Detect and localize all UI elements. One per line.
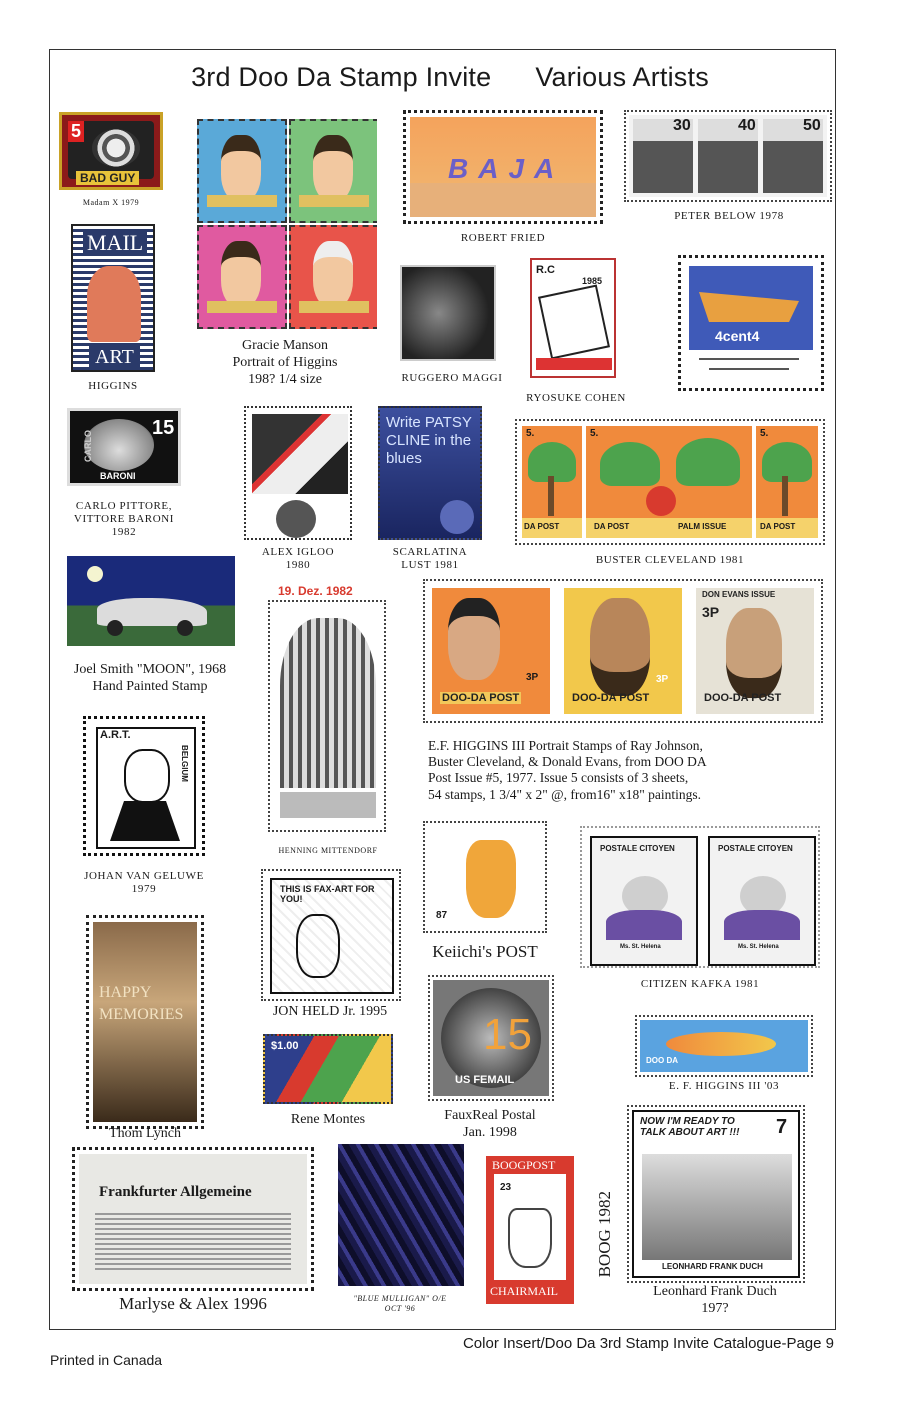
stamp-duch <box>632 1110 800 1278</box>
ready-value: 7 <box>776 1116 788 1138</box>
stamp-patsy-cline <box>378 406 482 540</box>
stamp-blue-mulligan <box>338 1144 464 1286</box>
caption-gracie-manson: Gracie Manson Portrait of Higgins 198? 1/4 size <box>232 338 338 387</box>
caption-johan: JOHAN VAN GELUWE 1979 <box>84 870 204 896</box>
stamp-gracie-manson <box>195 117 377 331</box>
portrait-ray-johnson <box>432 588 550 714</box>
kafka-label-1: POSTALE CITOYEN <box>600 844 675 853</box>
page-title-left: 3rd Doo Da Stamp Invite <box>191 62 492 92</box>
footer-printed: Printed in Canada <box>50 1352 163 1368</box>
chairmail-text: CHAIRMAIL <box>490 1284 558 1298</box>
caption-thom: Thom Lynch <box>109 1126 181 1141</box>
stamp-frankfurter <box>79 1154 307 1284</box>
kafka-stamp-1 <box>590 836 698 966</box>
thom-words: HAPPY MEMORIES <box>99 984 184 1024</box>
buster-value-1: 5. <box>526 428 535 439</box>
value-40: 40 <box>738 117 756 134</box>
portrait-1 <box>197 119 287 223</box>
stamp-label: BAD GUY <box>76 171 139 185</box>
stamp-fauxreal <box>433 980 549 1096</box>
evans-value: 3P <box>702 604 720 620</box>
stamp-thom-lynch <box>93 922 197 1122</box>
caption-ruggero: RUGGERO MAGGI <box>401 372 503 384</box>
art-geluwe: A.R.T. <box>100 729 131 741</box>
blue-mulligan-text: "BLUE MULLIGAN" O/E OCT '96 <box>353 1294 447 1313</box>
caption-henning: HENNING MITTENDORF <box>278 846 378 855</box>
kafka-sub-2: Ms. St. Helena <box>738 944 779 950</box>
caption-madam-x: Madam X 1979 <box>82 198 140 207</box>
evans-label: DOO-DA POST <box>704 692 782 704</box>
stamp-keiichi <box>428 826 542 928</box>
caption-boog: BOOG 1982 <box>594 1190 614 1278</box>
caption-carlo: CARLO PITTORE, VITTORE BARONI 1982 <box>73 500 175 539</box>
doo-da-text: DOO DA <box>646 1056 678 1065</box>
buster-value-2: 5. <box>590 428 599 439</box>
value-30: 30 <box>673 117 691 134</box>
stamp-art-belgium <box>83 716 205 856</box>
buster-value-3: 5. <box>760 428 769 439</box>
caption-peter-below: PETER BELOW 1978 <box>674 210 784 222</box>
patsy-text: Write PATSY CLINE in the blues <box>386 414 472 467</box>
stamp-citizen-kafka <box>580 826 820 968</box>
dec-date: 19. Dez. 1982 <box>278 584 353 598</box>
kafka-sub-1: Ms. St. Helena <box>620 944 661 950</box>
value-50: 50 <box>803 117 821 134</box>
stamp-higgins-portraits <box>428 584 818 718</box>
kafka-stamp-2 <box>708 836 816 966</box>
caption-citizen-kafka: CITIZEN KAFKA 1981 <box>640 978 760 990</box>
stamp-ryosuke-cohen <box>530 258 616 378</box>
four-cent-text: 4cent4 <box>715 328 760 344</box>
caption-alex-igloo: ALEX IGLOO 1980 <box>261 546 335 572</box>
belgium-right: BELGIUM <box>179 745 189 782</box>
boogpost-text: BOOGPOST <box>492 1158 556 1172</box>
stamp-boogpost <box>486 1156 574 1304</box>
buster-portrait-label: DOO-DA POST <box>572 692 650 704</box>
rene-value: $1.00 <box>271 1040 299 1052</box>
page-title-right: Various Artists <box>535 62 709 92</box>
caption-keiichi: Keiichi's POST <box>432 942 538 961</box>
fax-art-text: THIS IS FAX-ART FOR YOU! <box>280 884 375 904</box>
stamp-value: 5 <box>68 121 84 142</box>
stamp-mail-art <box>71 224 155 372</box>
stamp-buster-cleveland <box>520 424 820 540</box>
portrait-2 <box>289 119 377 223</box>
portrait-buster-cleveland <box>564 588 682 714</box>
frankfurter-text: Frankfurter Allgemeine <box>99 1184 252 1200</box>
fauxreal-value: 15 <box>483 1010 532 1059</box>
carlo-name: CARLO <box>83 430 93 462</box>
portrait-4 <box>289 225 377 329</box>
caption-higgins-03: E. F. HIGGINS III '03 <box>668 1080 780 1092</box>
stamp-baja <box>410 117 596 217</box>
ray-label: DOO-DA POST <box>442 692 520 704</box>
stamp-fish-lure <box>640 1020 808 1072</box>
art-text: ART <box>89 346 140 369</box>
carlo-value: 15 <box>152 417 175 439</box>
caption-marlyse: Marlyse & Alex 1996 <box>119 1294 267 1313</box>
caption-joel-smith: Joel Smith "MOON", 1968 Hand Painted Stamp <box>73 662 227 694</box>
page-title <box>0 62 900 93</box>
ray-value: 3P <box>526 672 539 683</box>
buster-label-2: DA POST <box>594 522 630 531</box>
duch-label: LEONHARD FRANK DUCH <box>662 1262 763 1271</box>
buster-label-1: DA POST <box>524 522 560 531</box>
portrait-3 <box>197 225 287 329</box>
stamp-peter-below <box>629 115 827 197</box>
stamp-alex-igloo <box>244 406 352 540</box>
evans-issue: DON EVANS ISSUE <box>702 590 776 599</box>
baja-text: BAJA <box>448 153 565 184</box>
buster-label-4: DA POST <box>760 522 796 531</box>
ready-art: NOW I'M READY TO TALK ABOUT ART !!! <box>640 1116 740 1138</box>
baroni-text: BARONI <box>100 471 136 481</box>
keiichi-value: 87 <box>436 910 448 921</box>
caption-rene: Rene Montes <box>290 1112 366 1127</box>
buster-portrait-value: 3P <box>656 674 669 685</box>
stamp-4cent4 <box>685 262 817 384</box>
portrait-donald-evans <box>696 588 814 714</box>
stamp-fax-art <box>266 874 396 996</box>
footer-catalogue: Color Insert/Doo Da 3rd Stamp Invite Catalogue-Page 9 <box>462 1335 834 1352</box>
caption-leonhard: Leonhard Frank Duch 197? <box>653 1284 777 1316</box>
stamp-moon <box>67 556 235 646</box>
us-email: US FEMAIL <box>455 1074 515 1086</box>
stamp-carlo-pittore <box>67 408 181 486</box>
stamp-rene-montes <box>263 1034 393 1104</box>
caption-higgins-portraits: E.F. HIGGINS III Portrait Stamps of Ray Johnson, Buster Cleveland, & Donald Evans, from DOO DA Post Issue #5, 1977. Issue 5 consists of 3 sheets, 54 stamps, 1 3/4" x 2" @, from16" x18" paintings. <box>428 738 707 802</box>
stamp-bad-guy <box>59 112 163 190</box>
kafka-label-2: POSTALE CITOYEN <box>718 844 793 853</box>
rc-year: 1985 <box>582 276 603 286</box>
stamp-ruggero-maggi <box>400 265 496 361</box>
caption-robert-fried: ROBERT FRIED <box>460 232 546 244</box>
caption-fauxreal: FauxReal Postal Jan. 1998 <box>444 1108 536 1140</box>
caption-ryosuke: RYOSUKE COHEN <box>526 392 626 404</box>
caption-higgins: HIGGINS <box>88 380 138 392</box>
caption-jon-held: JON HELD Jr. 1995 <box>272 1004 388 1019</box>
mail-text: MAIL <box>83 230 147 256</box>
rc-text: R.C <box>536 264 555 276</box>
boog-value: 23 <box>500 1182 512 1193</box>
caption-buster: BUSTER CLEVELAND 1981 <box>595 554 745 566</box>
caption-scarlatina: SCARLATINA LUST 1981 <box>392 546 468 572</box>
buster-label-3: PALM ISSUE <box>678 522 727 531</box>
stamp-henning <box>268 600 386 832</box>
